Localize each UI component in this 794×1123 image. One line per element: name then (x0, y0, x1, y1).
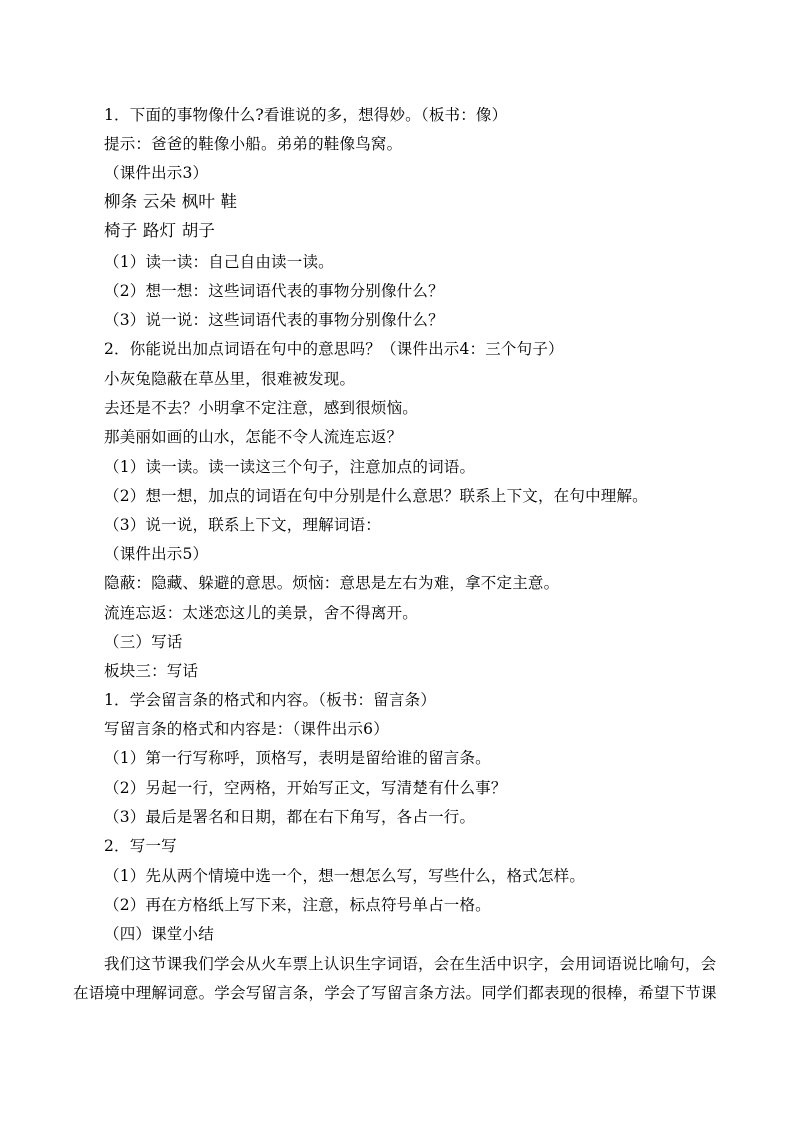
text-line: （1）读一读。读一读这三个句子，注意加点的词语。 (104, 458, 476, 476)
text-line: 提示：爸爸的鞋像小船。弟弟的鞋像鸟窝。 (104, 135, 403, 153)
text-line: （2）想一想，加点的词语在句中分别是什么意思？联系上下文，在句中理解。 (104, 487, 648, 505)
text-line: （1）第一行写称呼，顶格写，表明是留给谁的留言条。 (104, 749, 491, 767)
text-line: 1．下面的事物像什么?看谁说的多，想得妙。（板书：像） (104, 106, 508, 124)
text-line: （2）再在方格纸上写下来，注意，标点符号单占一格。 (104, 896, 491, 914)
section-heading: （三）写话 (104, 633, 183, 651)
text-line: （1）读一读：自己自由读一读。 (104, 253, 334, 271)
section-heading: （四）课堂小结 (104, 925, 214, 943)
text-line: （2）另起一行，空两格，开始写正文，写清楚有什么事？ (104, 779, 507, 797)
text-line: （2）想一想：这些词语代表的事物分别像什么？ (104, 282, 444, 300)
text-line: （3）说一说：这些词语代表的事物分别像什么？ (104, 311, 444, 329)
section-heading: 板块三：写话 (104, 662, 199, 680)
text-line: 椅子 路灯 胡子 (104, 221, 216, 240)
text-line: 柳条 云朵 枫叶 鞋 (104, 192, 238, 211)
text-line: （课件出示3） (104, 164, 209, 182)
paragraph-line: 在语境中理解词意。学会写留言条，学会了写留言条方法。同学们都表现的很棒，希望下节课 (73, 984, 717, 1002)
text-line: 写留言条的格式和内容是：（课件出示6） (104, 720, 389, 738)
text-line: 流连忘返：太迷恋这儿的美景，舍不得离开。 (104, 604, 419, 622)
paragraph-line: 我们这节课我们学会从火车票上认识生字词语，会在生活中识字，会用词语说比喻句，会 (104, 955, 717, 973)
text-line: 小灰兔隐蔽在草丛里，很难被发现。 (104, 370, 356, 388)
text-line: 隐蔽：隐藏、躲避的意思。烦恼：意思是左右为难，拿不定主意。 (104, 574, 560, 592)
text-line: （3）最后是署名和日期，都在右下角写，各占一行。 (104, 808, 476, 826)
text-line: （1）先从两个情境中选一个，想一想怎么写，写些什么，格式怎样。 (104, 867, 586, 885)
text-line: 2．写一写 (104, 837, 177, 855)
text-line: 1．学会留言条的格式和内容。（板书：留言条） (104, 691, 437, 709)
text-line: 那美丽如画的山水，怎能不令人流连忘返？ (104, 428, 403, 446)
text-line: 去还是不去？小明拿不定注意，感到很烦恼。 (104, 399, 419, 417)
text-line: （课件出示5） (104, 545, 209, 563)
text-line: （3）说一说，联系上下文，理解词语： (104, 516, 381, 534)
text-line: 2．你能说出加点词语在句中的意思吗？（课件出示4：三个句子） (104, 340, 564, 358)
